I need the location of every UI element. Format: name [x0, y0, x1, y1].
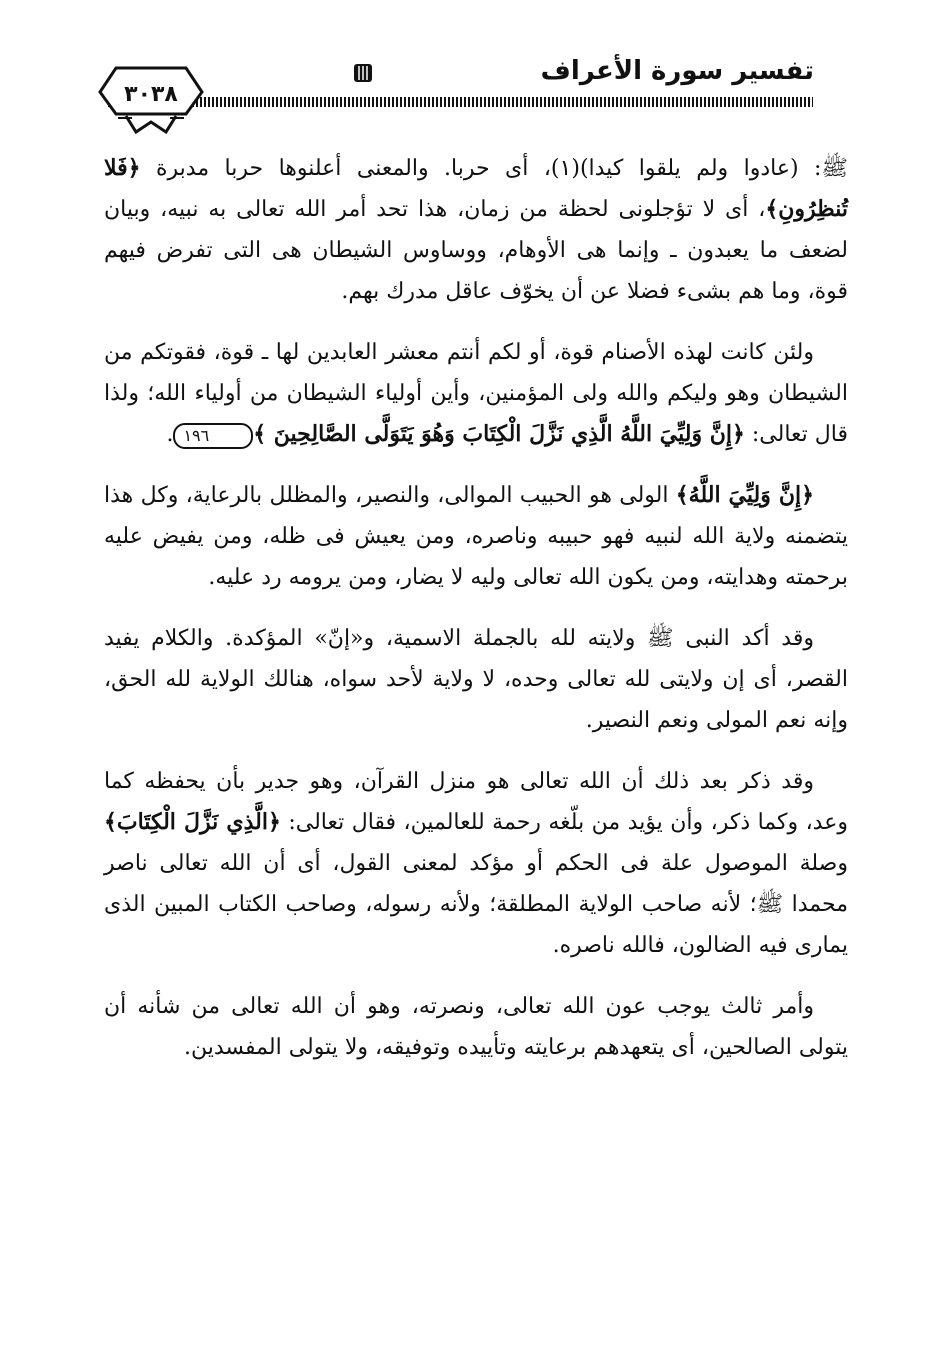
paragraph-text: وقد أكد النبى ﷺ ولايته لله بالجملة الاسمية، و«إنّ» المؤكدة. والكلام يفيد القصر، أى إن ولايتى لله تعالى وحده، لا ولاية لأحد سواه، هنالك الولاية لله الحق، وإنه نعم المولى ونعم النصير.	[104, 626, 848, 733]
paragraph-text: ﷺ: (عادوا ولم يلقوا كيدا)(١)، أى حربا. والمعنى أعلنوها حربا مدبرة	[140, 156, 849, 181]
paragraph-text: ، أى لا تؤجلونى لحظة من زمان، هذا تحد أمر الله تعالى به نبيه، وبيان لضعف ما يعبدون ـ وإنما هى الأوهام، ووساوس الشيطان هى التى تفرض فيهم قوة، وما هم بشىء فضلا عن أن يخوّف عاقل مدرك بهم.	[104, 197, 848, 304]
paragraph-text: وأمر ثالث يوجب عون الله تعالى، ونصرته، وهو أن الله تعالى من شأنه أن يتولى الصالحين، أى يتعهدهم برعايته وتأييده وتوفيقه، ولا يتولى المفسدين.	[104, 994, 848, 1060]
ornament-icon	[352, 62, 374, 84]
quran-quote: ﴿إِنَّ وَلِيِّيَ اللَّهُ﴾	[675, 482, 814, 508]
paragraph-text: وصلة الموصول علة فى الحكم أو مؤكد لمعنى القول، أى أن الله تعالى ناصر محمدا ﷺ؛ لأنه صاحب الولاية المطلقة؛ ولأنه رسوله، وصاحب الكتاب المبين الذى يمارى فيه الضالون، فالله ناصره.	[104, 851, 848, 958]
paragraph-text: .	[166, 422, 174, 447]
running-title: تفسير سورة الأعراف	[540, 56, 814, 86]
paragraph-text: الولى هو الحبيب الموالى، والنصير، والمظلل بالرعاية، وكل هذا يتضمنه ولاية الله لنبيه فهو حبيبه وناصره، ومن يعيش فى ظله، ومن يفيض عليه برحمته وهدايته، ومن يكون الله تعالى وليه لا يضار، ومن يرومه رد عليه.	[104, 483, 848, 590]
paragraph	[104, 332, 848, 455]
paragraph-text: وقد ذكر بعد ذلك أن الله تعالى هو منزل القرآن، وهو جدير بأن يحفظه كما وعد، وكما ذكر، وأن يؤيد من بلّغه رحمة للعالمين، فقال تعالى:	[104, 769, 848, 835]
header-rule	[108, 97, 813, 107]
paragraph	[104, 986, 848, 1068]
body-text	[104, 148, 848, 1088]
verse-number: ١٩٦	[173, 423, 253, 449]
paragraph	[104, 148, 848, 312]
paragraph	[104, 475, 848, 598]
page-number: ٣٠٣٨	[124, 82, 178, 107]
paragraph	[104, 618, 848, 741]
quran-quote: ﴿إِنَّ وَلِيِّيَ اللَّهُ الَّذِي نَزَّلَ الْكِتَابَ وَهُوَ يَتَوَلَّى الصَّالِحِينَ ﴾	[253, 421, 745, 447]
paragraph-text: ولئن كانت لهذه الأصنام قوة، أو لكم أنتم معشر العابدين لها ـ قوة، فقوتكم من الشيطان وهو وليكم والله ولى المؤمنين، وأين أولياء الشيطان من أولياء الله؛ ولذا قال تعالى:	[104, 340, 848, 447]
quran-quote: ﴿الَّذِي نَزَّلَ الْكِتَابَ﴾	[104, 809, 281, 835]
quran-quote: ﴿فَلا تُنظِرُونِ﴾	[104, 155, 848, 222]
paragraph	[104, 761, 848, 966]
page-header	[0, 0, 926, 150]
